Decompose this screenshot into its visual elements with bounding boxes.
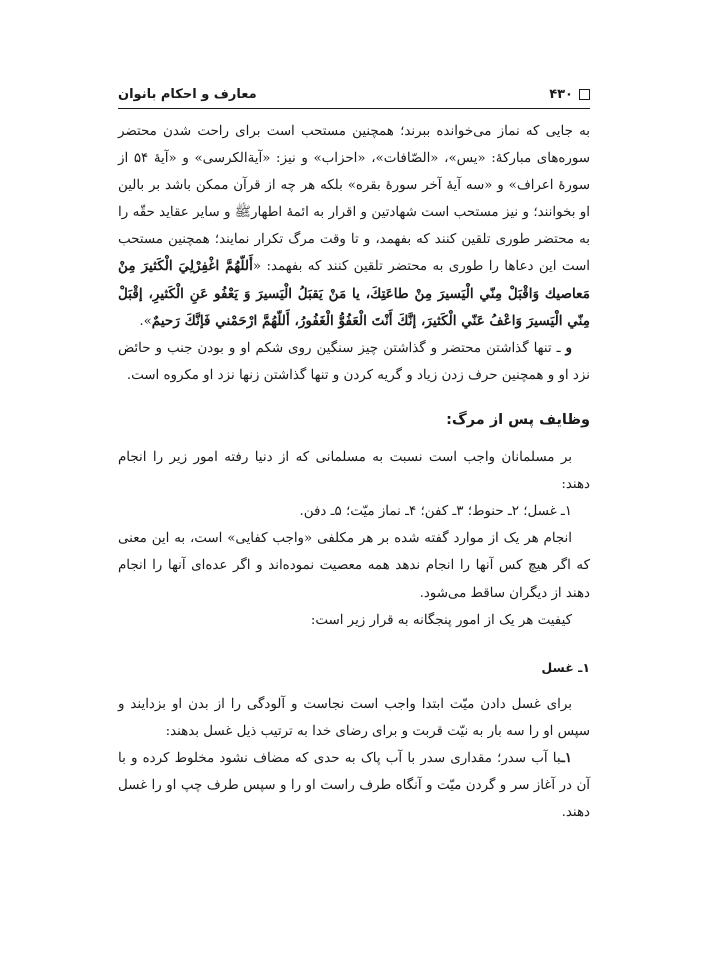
duties-paragraph-1: بر مسلمانان واجب است نسبت به مسلمانی که از دنیا رفته امور زیر را انجام دهند: (118, 450, 590, 493)
intro-paragraph (118, 118, 590, 335)
page-number: ۴۳۰ (549, 86, 573, 102)
intro-text: به جایی که نماز می‌خوانده ببرند؛ همچنین مستحب است برای راحت شدن محتضر سوره‌های مبارکهٔ: «یس»، «الصّافات»، «احزاب» و نیز: «آیةالکرسی» و «آیهٔ ۵۴ از سورهٔ اعراف» و «سه آیهٔ آخر سورهٔ بقره» بلکه هر چه از قرآن ممکن باشد بر بالین او بخوانند؛ و نیز مستحب است شهادتین و اقرار به ائمهٔ اطهارﷺ و سایر عقاید حقّه را به محتضر طوری تلقین کنند که بفهمد، و تا وقت مرگ تکرار نمایند؛ همچنین مستحب است این دعاها را طوری به محتضر تلقین کنند که بفهمد: « (118, 124, 591, 275)
makruh-paragraph (118, 335, 590, 389)
subsection-heading: ۱ـ غسل (541, 659, 590, 675)
running-title: معارف و احکام بانوان (118, 86, 257, 102)
page-number-group (549, 87, 590, 102)
ghusl-paragraph-1: برای غسل دادن میّت ابتدا واجب است نجاست و آلودگی را از بدن او بزدایند و سپس او را سه بار به نیّت قربت و برای رضای خدا به ترتیب ذیل غسل بدهند: (118, 696, 590, 739)
section-heading: وظایف پس از مرگ: (446, 411, 590, 428)
page-body (118, 118, 590, 826)
makruh-lead: و (565, 339, 572, 356)
ghusl-step-1 (118, 745, 590, 826)
duties-paragraph-2: انجام هر یک از موارد گفته شده بر هر مکلفی «واجب کفایی» است، به این معنی که اگر هیچ کس آنها را انجام ندهد همه معصیت نموده‌اند و اگر عده‌ای آنها را انجام دهند از دیگران ساقط می‌شود. (118, 531, 590, 601)
makruh-text: ـ تنها گذاشتن محتضر و گذاشتن چیز سنگین روی شکم او و بودن جنب و حائض نزد او و همچنین حرف زدن زیاد و گریه کردن و تنها گذاشتن زنها نزد او مکروه است. (118, 340, 590, 383)
page-header (118, 82, 590, 106)
dua-text: أَللّهُمَّ اغْفِرْلِيَ الْكَثيرَ مِنْ مَعاصيك وَاقْبَلْ مِنّي الْيَسيرَ مِنْ طاعَتِكَ، يا مَنْ يَقبَلُ الْيَسيرَ وَ يَعْفُو عَنِ الْكَثيرِ، إقْبَلْ مِنّي الْيَسيرَ وَاعْفُ عَنّي الْكَثيرَ، إنَّكَ أَنْتَ الْعَفُوُّ الْغَفُورُ، أَللّهُمَّ ارْحَمْني فَإنَّكَ رَحيمٌ (118, 258, 590, 329)
duties-list: ۱ـ غسل؛ ۲ـ حنوط؛ ۳ـ کفن؛ ۴ـ نماز میّت؛ ۵ـ دفن. (299, 504, 572, 520)
step-text: با آب سدر؛ مقداری سدر با آب پاک به حدی که مضاف نشود مخلوط کرده و با آن در آغاز سر و گردن میّت و آنگاه طرف راست او را و سپس طرف چپ او را غسل دهند. (118, 750, 590, 821)
header-divider (118, 108, 590, 109)
step-number: ۱ـ (560, 749, 572, 766)
dua-close: ». (139, 313, 152, 329)
duties-paragraph-3: کیفیت هر یک از امور پنجگانه به قرار زیر است: (310, 612, 572, 628)
square-bullet-icon (579, 89, 590, 100)
